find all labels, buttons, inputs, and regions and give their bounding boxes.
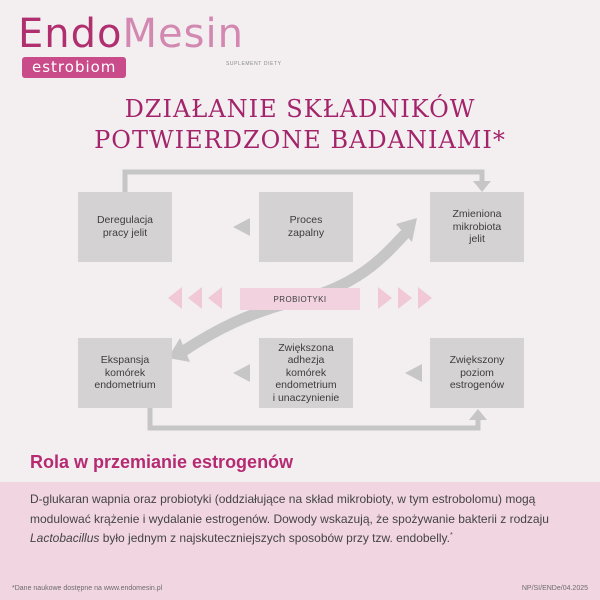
chevron-left-1 (168, 287, 182, 309)
box-deregulacja-label: Deregulacja pracy jelit (96, 214, 154, 239)
arrow-adhezja-to-ekspansja (233, 364, 250, 382)
arrow-poziom-to-adhezja (405, 364, 422, 382)
box-zwiekszony-poziom (430, 338, 524, 408)
box-proces-zapalny-label: Proces zapalny (287, 214, 325, 239)
box-proces-zapalny (259, 192, 353, 262)
section-body-part2: było jednym z najskuteczniejszych sposobów przy tzw. endobelly. (99, 531, 450, 546)
box-deregulacja (78, 192, 172, 262)
box-zwiekszona-adhezja (259, 338, 353, 408)
chevron-left-3 (208, 287, 222, 309)
box-ekspansja-label: Ekspansja komórek endometrium (94, 354, 156, 392)
chevron-right-2 (398, 287, 412, 309)
section-title: Rola w przemianie estrogenów (30, 452, 294, 472)
box-zwiekszony-poziom-label: Zwiększony poziom estrogenów (449, 354, 505, 392)
section-body (30, 490, 575, 549)
section-body-italic: Lactobacillus (30, 531, 100, 546)
box-zwiekszona-adhezja-label: Zwiększona adhezja komórek endometrium i unaczynienie (272, 341, 340, 404)
section-body-asterisk: * (450, 532, 453, 540)
document-code: NP/SI/ENDe/04.2025 (521, 585, 588, 592)
box-zmieniona-mikrobiota (430, 192, 524, 262)
headline-line2: POTWIERDZONE BADANIAMI* (94, 126, 506, 154)
brand-subname: estrobiom (22, 57, 126, 78)
box-ekspansja (78, 338, 172, 408)
headline-line1: DZIAŁANIE SKŁADNIKÓW (124, 95, 476, 123)
chevron-right-1 (378, 287, 392, 309)
brand-tagline: SUPLEMENT DIETY (226, 61, 282, 67)
probiotyki-label: PROBIOTYKI (240, 288, 360, 310)
chevron-right-3 (418, 287, 432, 309)
box-zmieniona-mikrobiota-label: Zmieniona mikrobiota jelit (452, 208, 502, 246)
bottom-loop-arrowhead (469, 409, 487, 420)
top-loop-arrow (125, 172, 482, 192)
brand-name-part2: Mesin (122, 11, 244, 57)
top-loop-arrowhead (473, 181, 491, 192)
footnote: *Dane naukowe dostępne na www.endomesin.pl (12, 585, 163, 592)
arrow-proces-to-deregulacja (233, 218, 250, 236)
bottom-loop-arrow (150, 408, 478, 428)
brand-name-part1: Endo (18, 11, 123, 57)
section-body-part1: D-glukaran wapnia oraz probiotyki (oddziałujące na skład mikrobioty, w tym estrobolomu) mogą modulować krążenie i wydalanie estrogenów. Dowody wskazują, że spożywanie bakterii z rodzaju (30, 492, 549, 526)
chevron-left-2 (188, 287, 202, 309)
